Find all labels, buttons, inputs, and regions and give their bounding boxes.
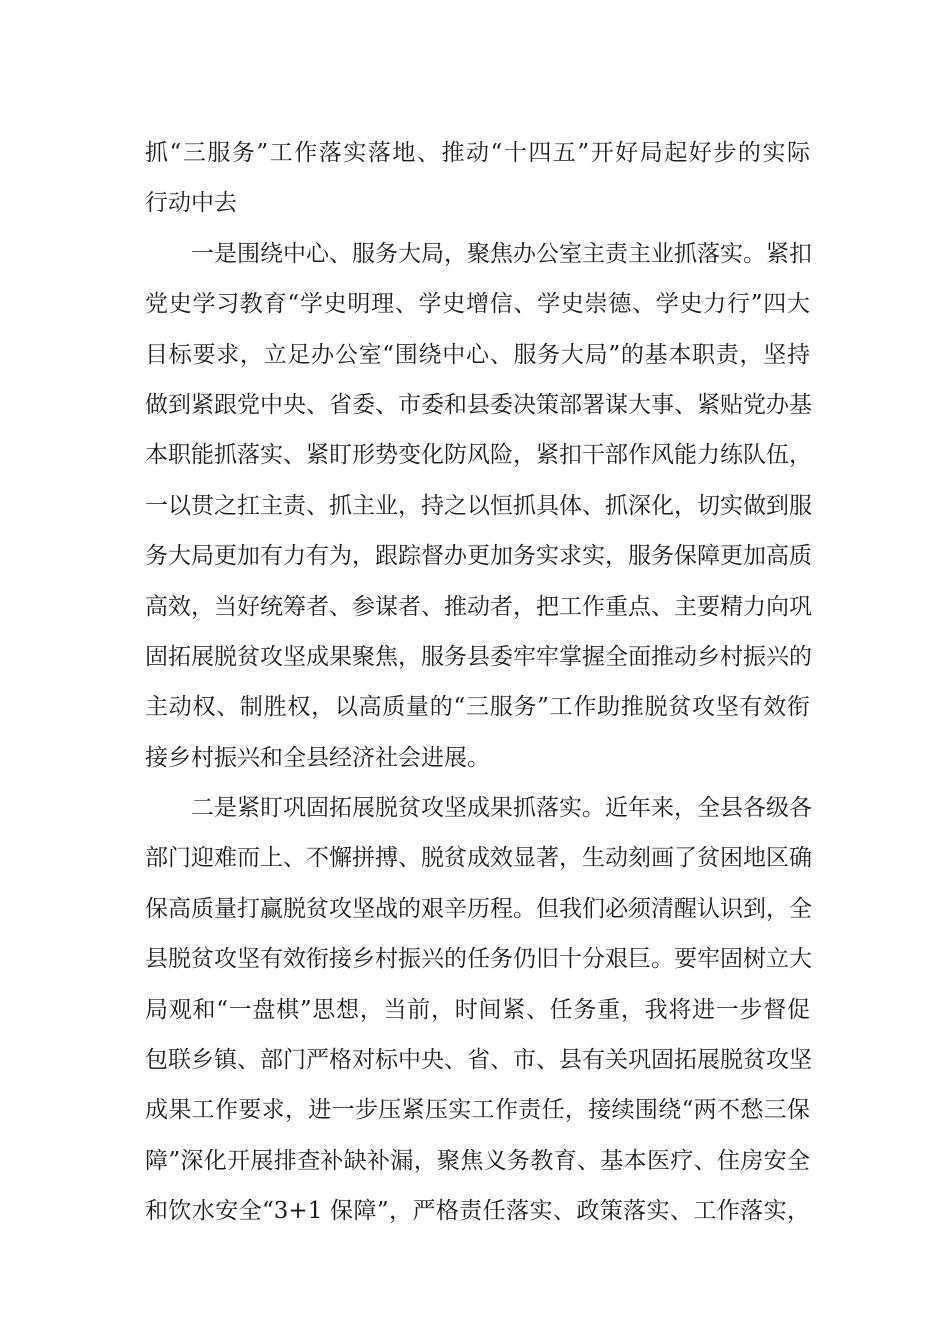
text-line: 局观和“一盘棋”思想，当前，时间紧、任务重，我将进一步督促 — [145, 996, 810, 1023]
text-line: 目标要求，立足办公室“围绕中心、服务大局”的基本职责，坚持 — [145, 341, 810, 368]
document-body — [145, 128, 810, 1237]
text-line: 县脱贫攻坚有效衔接乡村振兴的任务仍旧十分艰巨。要牢固树立大 — [145, 946, 812, 973]
text-line: 行动中去 — [145, 190, 237, 217]
text-line: 本职能抓落实、紧盯形势变化防风险，紧扣干部作风能力练队伍， — [145, 442, 812, 469]
text-line: 接乡村振兴和全县经济社会进展。 — [145, 744, 490, 771]
text-line: 成果工作要求，进一步压紧压实工作责任，接续围绕“两不愁三保 — [145, 1097, 810, 1124]
text-line: 一是围绕中心、服务大局，聚焦办公室主责主业抓落实。紧扣 — [145, 240, 812, 267]
text-line: 做到紧跟党中央、省委、市委和县委决策部署谋大事、紧贴党办基 — [145, 391, 812, 418]
text-line: 二是紧盯巩固拓展脱贫攻坚成果抓落实。近年来，全县各级各 — [145, 795, 812, 822]
text-line: 抓“三服务”工作落实落地、推动“十四五”开好局起好步的实际 — [145, 140, 810, 166]
text-line: 党史学习教育“学史明理、学史增信、学史崇德、学史力行”四大 — [145, 291, 810, 318]
text-line: 障”深化开展排查补缺补漏，聚焦义务教育、基本医疗、住房安全 — [145, 1147, 810, 1174]
text-line: 固拓展脱贫攻坚成果聚焦，服务县委牢牢掌握全面推动乡村振兴的 — [145, 643, 812, 670]
text-line: 部门迎难而上、不懈拼搏、脱贫成效显著，生动刻画了贫困地区确 — [145, 845, 812, 872]
text-line: 一以贯之扛主责、抓主业，持之以恒抓具体、抓深化，切实做到服 — [145, 492, 812, 519]
text-line: 务大局更加有力有为，跟踪督办更加务实求实，服务保障更加高质 — [145, 543, 812, 570]
text-line: 保高质量打赢脱贫攻坚战的艰辛历程。但我们必须清醒认识到，全 — [145, 895, 812, 922]
text-line: 包联乡镇、部门严格对标中央、省、市、县有关巩固拓展脱贫攻坚 — [145, 1047, 812, 1074]
text-line: 高效，当好统筹者、参谋者、推动者，把工作重点、主要精力向巩 — [145, 593, 812, 620]
text-line: 和饮水安全“3+1 保障”，严格责任落实、政策落实、工作落实， — [145, 1198, 810, 1225]
text-line: 主动权、制胜权，以高质量的“三服务”工作助推脱贫攻坚有效衔 — [145, 694, 810, 721]
